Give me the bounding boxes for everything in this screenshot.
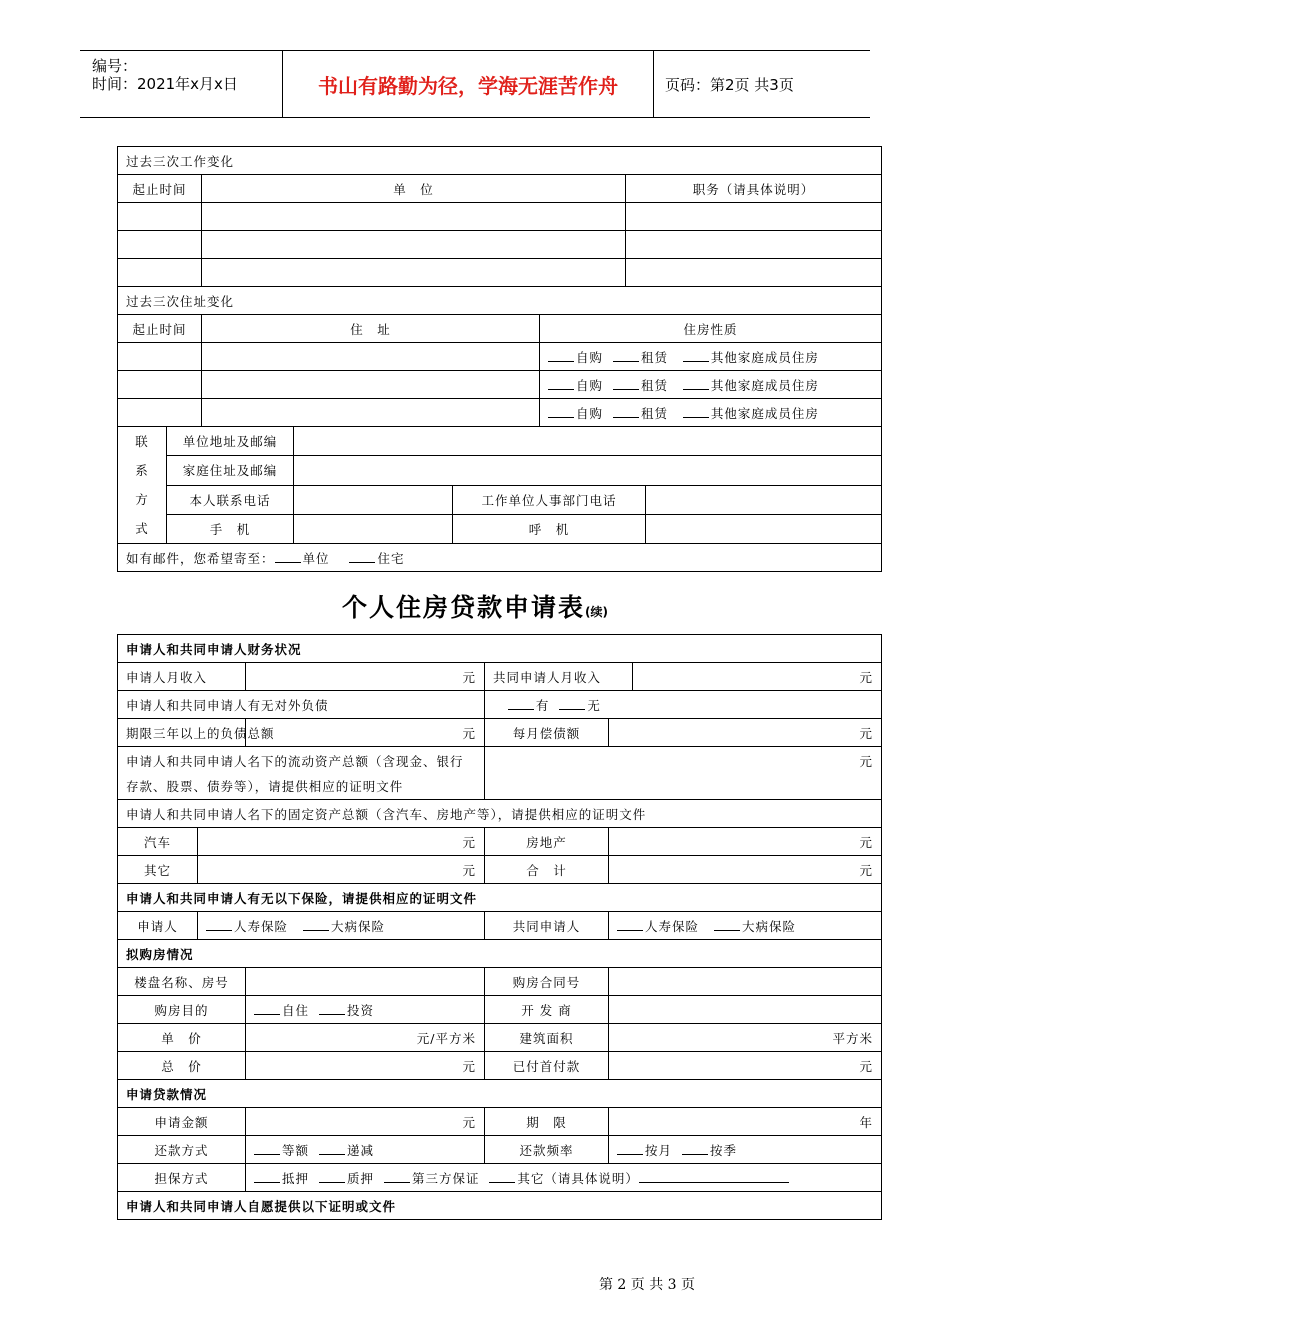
project-label: 楼盘名称、房号 — [118, 968, 246, 996]
residence-nature-options[interactable]: 自购 租赁 其他家庭成员住房 — [540, 343, 882, 371]
developer-label: 开 发 商 — [485, 996, 609, 1024]
unit-price-field[interactable]: 元/平方米 — [246, 1024, 485, 1052]
contract-no-label: 购房合同号 — [485, 968, 609, 996]
long-debt-label: 期限三年以上的负债总额 — [118, 719, 246, 747]
number-label: 编号： — [92, 57, 138, 75]
residence-row — [118, 343, 882, 371]
page-header — [80, 50, 870, 118]
liquid-assets-label: 申请人和共同申请人名下的流动资产总额（含现金、银行存款、股票、债券等），请提供相应的证明文件 — [118, 747, 485, 800]
work-col-unit: 单 位 — [202, 175, 626, 203]
work-section-title: 过去三次工作变化 — [118, 147, 882, 175]
form-title: 个人住房贷款申请表(续) — [342, 593, 608, 622]
insurance-applicant-options[interactable]: 人寿保险 大病保险 — [198, 912, 485, 940]
pager-field[interactable] — [646, 514, 882, 543]
work-position-field[interactable] — [626, 231, 882, 259]
work-col-position: 职务（请具体说明） — [626, 175, 882, 203]
developer-field[interactable] — [609, 996, 882, 1024]
page-number: 第 2 页 共 3 页 — [598, 1277, 696, 1293]
loan-term-label: 期 限 — [485, 1108, 609, 1136]
purpose-options[interactable]: 自住 投资 — [246, 996, 485, 1024]
co-monthly-income-label: 共同申请人月收入 — [485, 663, 633, 691]
insurance-section-title: 申请人和共同申请人有无以下保险，请提供相应的证明文件 — [118, 884, 882, 912]
unit-price-label: 单 价 — [118, 1024, 246, 1052]
property-field[interactable]: 元 — [609, 828, 882, 856]
residence-period-field[interactable] — [118, 343, 202, 371]
liquid-assets-field[interactable]: 元 — [485, 747, 882, 800]
fixed-assets-label: 申请人和共同申请人名下的固定资产总额（含汽车、房地产等），请提供相应的证明文件 — [118, 800, 882, 828]
mail-preference[interactable]: 如有邮件，您希望寄至： 单位 住宅 — [118, 544, 882, 572]
hr-phone-label: 工作单位人事部门电话 — [453, 485, 646, 514]
monthly-repay-field[interactable]: 元 — [609, 719, 882, 747]
area-field[interactable]: 平方米 — [609, 1024, 882, 1052]
work-address-field[interactable] — [294, 427, 882, 456]
pager-label: 呼 机 — [453, 514, 646, 543]
work-unit-field[interactable] — [202, 203, 626, 231]
residence-section-title: 过去三次住址变化 — [118, 287, 882, 315]
monthly-income-label: 申请人月收入 — [118, 663, 246, 691]
form-title-suffix: (续) — [585, 605, 608, 619]
work-period-field[interactable] — [118, 259, 202, 287]
property-label: 房地产 — [485, 828, 609, 856]
contract-no-field[interactable] — [609, 968, 882, 996]
repay-freq-label: 还款频率 — [485, 1136, 609, 1164]
own-phone-label: 本人联系电话 — [167, 485, 294, 514]
work-row — [118, 203, 882, 231]
car-label: 汽车 — [118, 828, 198, 856]
residence-row — [118, 371, 882, 399]
total-price-field[interactable]: 元 — [246, 1052, 485, 1080]
finance-section-title: 申请人和共同申请人财务状况 — [118, 635, 882, 663]
residence-nature-options[interactable]: 自购 租赁 其他家庭成员住房 — [540, 371, 882, 399]
header-meta — [80, 51, 282, 117]
docs-section-title: 申请人和共同申请人自愿提供以下证明或文件 — [118, 1192, 882, 1220]
home-address-field[interactable] — [294, 456, 882, 485]
total-price-label: 总 价 — [118, 1052, 246, 1080]
residence-col-nature: 住房性质 — [540, 315, 882, 343]
residence-address-field[interactable] — [202, 399, 540, 427]
contact-group-label: 联系方式 — [118, 427, 167, 544]
residence-col-period: 起止时间 — [118, 315, 202, 343]
total-assets-field[interactable]: 元 — [609, 856, 882, 884]
down-payment-label: 已付首付款 — [485, 1052, 609, 1080]
work-period-field[interactable] — [118, 231, 202, 259]
area-label: 建筑面积 — [485, 1024, 609, 1052]
purpose-label: 购房目的 — [118, 996, 246, 1024]
residence-col-address: 住 址 — [202, 315, 540, 343]
own-phone-field[interactable] — [294, 485, 453, 514]
work-position-field[interactable] — [626, 259, 882, 287]
monthly-repay-label: 每月偿债额 — [485, 719, 609, 747]
has-debt-label: 申请人和共同申请人有无对外负债 — [118, 691, 485, 719]
residence-period-field[interactable] — [118, 371, 202, 399]
work-period-field[interactable] — [118, 203, 202, 231]
time-label: 时间：2021年x月x日 — [92, 75, 238, 93]
residence-nature-options[interactable]: 自购 租赁 其他家庭成员住房 — [540, 399, 882, 427]
has-debt-options[interactable]: 有 无 — [485, 691, 882, 719]
home-address-label: 家庭住址及邮编 — [167, 456, 294, 485]
loan-section-title: 申请贷款情况 — [118, 1080, 882, 1108]
work-row — [118, 231, 882, 259]
car-field[interactable]: 元 — [198, 828, 485, 856]
project-field[interactable] — [246, 968, 485, 996]
work-unit-field[interactable] — [202, 231, 626, 259]
header-motto: 书山有路勤为径，学海无涯苦作舟 — [318, 73, 618, 98]
work-position-field[interactable] — [626, 203, 882, 231]
work-row — [118, 259, 882, 287]
repay-freq-options[interactable]: 按月 按季 — [609, 1136, 882, 1164]
loan-amount-field[interactable]: 元 — [246, 1108, 485, 1136]
total-assets-label: 合 计 — [485, 856, 609, 884]
insurance-co-applicant-options[interactable]: 人寿保险 大病保险 — [609, 912, 882, 940]
guarantee-label: 担保方式 — [118, 1164, 246, 1192]
mobile-label: 手 机 — [167, 514, 294, 543]
other-assets-field[interactable]: 元 — [198, 856, 485, 884]
co-monthly-income-field[interactable]: 元 — [633, 663, 882, 691]
residence-address-field[interactable] — [202, 343, 540, 371]
residence-row — [118, 399, 882, 427]
page-code: 页码：第2页 共3页 — [665, 75, 794, 94]
purchase-section-title: 拟购房情况 — [118, 940, 882, 968]
finance-table — [117, 634, 882, 1220]
repay-method-options[interactable]: 等额 递减 — [246, 1136, 485, 1164]
loan-term-field[interactable]: 年 — [609, 1108, 882, 1136]
insurance-applicant-label: 申请人 — [118, 912, 198, 940]
header-divider — [653, 51, 654, 117]
work-col-period: 起止时间 — [118, 175, 202, 203]
loan-amount-label: 申请金额 — [118, 1108, 246, 1136]
insurance-co-applicant-label: 共同申请人 — [485, 912, 609, 940]
long-debt-field[interactable]: 元 — [246, 719, 485, 747]
repay-method-label: 还款方式 — [118, 1136, 246, 1164]
mobile-field[interactable] — [294, 514, 453, 543]
work-unit-field[interactable] — [202, 259, 626, 287]
guarantee-options[interactable]: 抵押 质押 第三方保证 其它（请具体说明） — [246, 1164, 882, 1192]
hr-phone-field[interactable] — [646, 485, 882, 514]
down-payment-field[interactable]: 元 — [609, 1052, 882, 1080]
residence-address-field[interactable] — [202, 371, 540, 399]
history-table — [117, 146, 882, 572]
residence-period-field[interactable] — [118, 399, 202, 427]
work-address-label: 单位地址及邮编 — [167, 427, 294, 456]
other-assets-label: 其它 — [118, 856, 198, 884]
monthly-income-field[interactable]: 元 — [246, 663, 485, 691]
